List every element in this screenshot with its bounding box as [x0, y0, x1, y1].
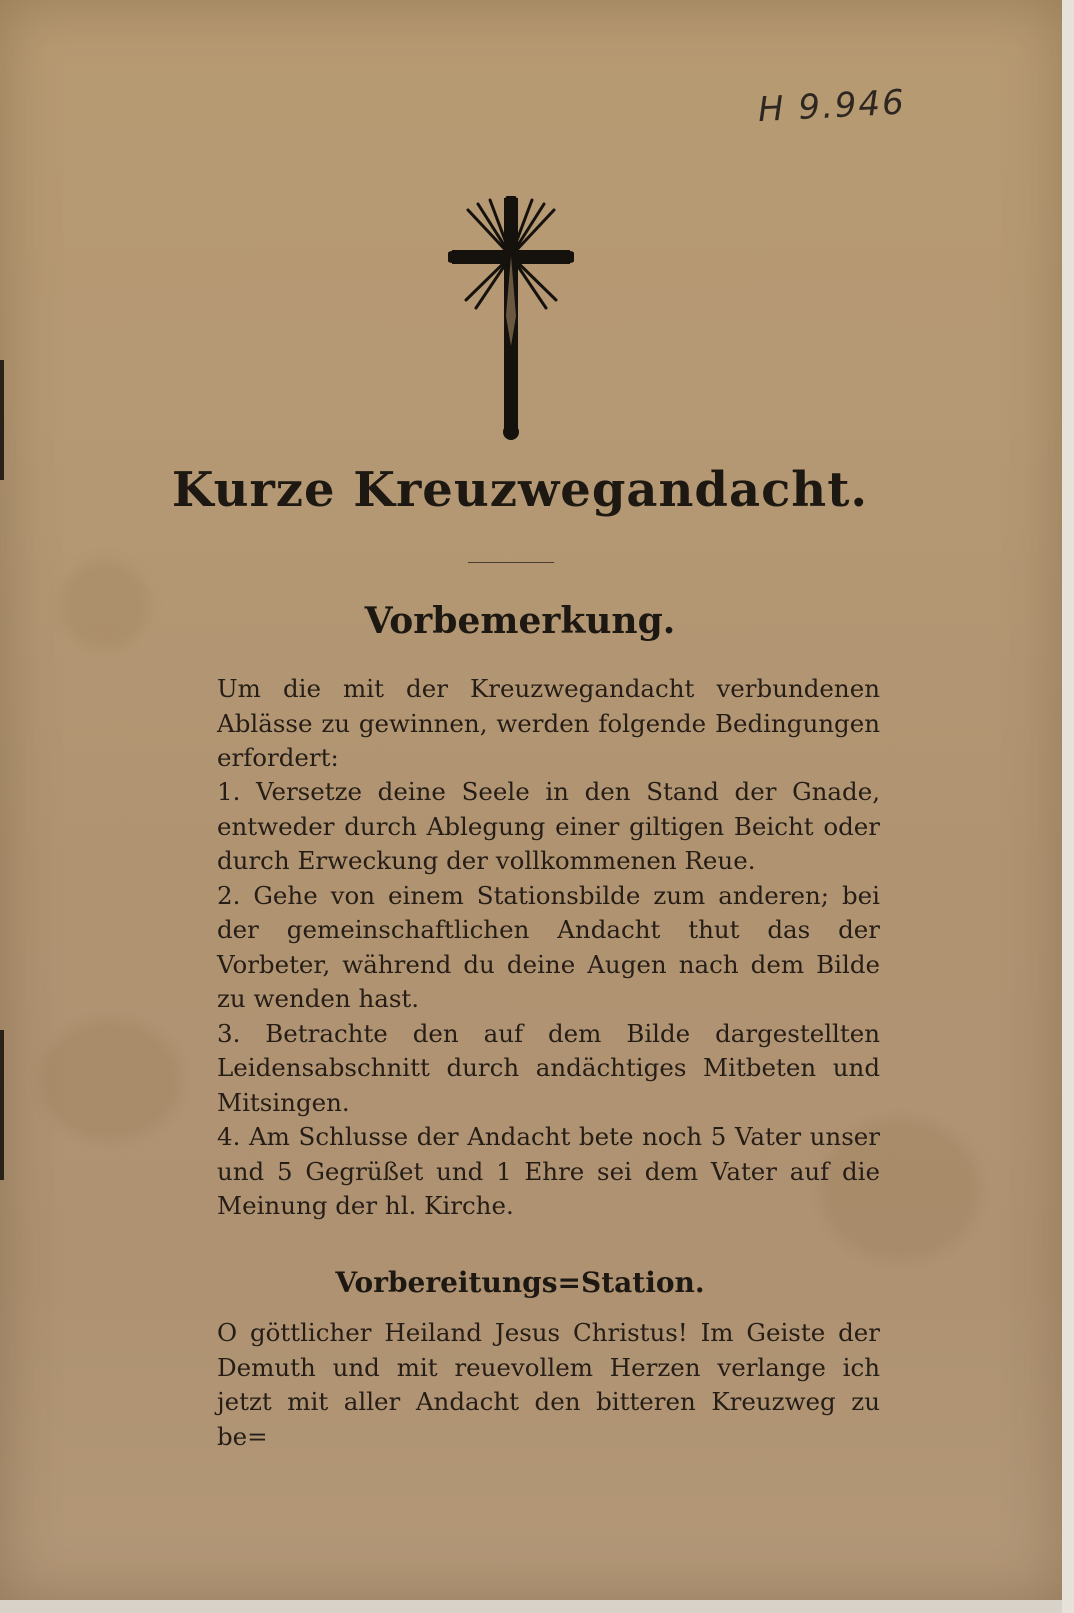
preface-heading: Vorbemerkung. [364, 600, 676, 642]
condition-item: 1. Versetze deine Seele in den Stand der Gnade, entweder durch Ablegung einer giltigen Beicht oder durch Erweckung der vollkommenen Reue. [217, 777, 880, 875]
crucifix-icon [448, 196, 574, 442]
binding-mark [0, 1030, 4, 1180]
conditions-list [139, 775, 880, 1224]
document-title: Kurze Kreuzwegandacht. [171, 462, 869, 518]
intro-paragraph: Um die mit der Kreuzwegandacht verbundenen Ablässe zu gewinnen, werden folgende Bedingungen erfordert: [217, 674, 880, 772]
binding-mark [0, 360, 4, 480]
paper-stain [60, 560, 150, 650]
station-heading: Vorbereitungs=Station. [335, 1266, 705, 1299]
condition-item: 4. Am Schlusse der Andacht bete noch 5 Vater unser und 5 Gegrüßet und 1 Ehre sei dem Vater auf die Meinung der hl. Kirche. [217, 1122, 880, 1220]
preface-intro [139, 672, 880, 776]
condition-item: 2. Gehe von einem Stationsbilde zum anderen; bei der gemeinschaftlichen Andacht thut das der Vorbeter, während du deine Augen nach dem Bilde zu wenden hast. [217, 880, 880, 1013]
station-prayer [139, 1316, 880, 1454]
handwritten-shelfmark: H 9.946 [757, 82, 907, 131]
prayer-paragraph: O göttlicher Heiland Jesus Christus! Im Geiste der Demuth und mit reuevollem Herzen verlange ich jetzt mit aller Andacht den bitteren Kreuzweg zu be= [217, 1318, 880, 1451]
condition-item: 3. Betrachte den auf dem Bilde dargestellten Leidensabschnitt durch andächtiges Mitbeten und Mitsingen. [217, 1018, 880, 1117]
divider [468, 562, 554, 563]
page-edge [1062, 0, 1074, 1613]
